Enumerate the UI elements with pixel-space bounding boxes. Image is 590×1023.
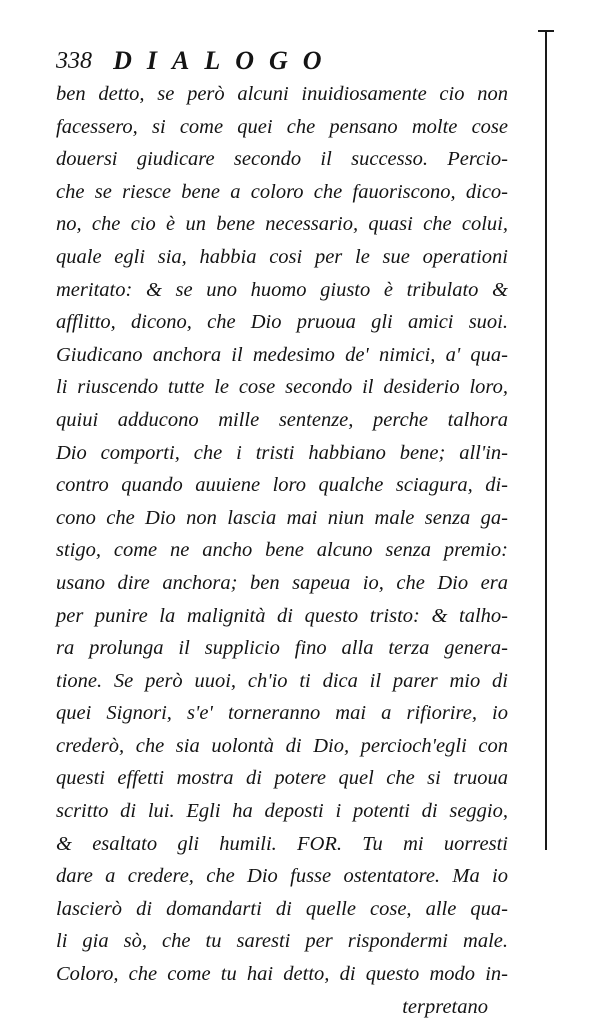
text-line: Dio comporti, che i tristi habbiano bene; all'in- — [56, 441, 508, 464]
text-line: quiui adducono mille sentenze, perche talhora — [56, 408, 508, 431]
text-line: li gia sò, che tu saresti per rispondermi male. — [56, 930, 508, 953]
text-line: meritato: & se uno huomo giusto è tribulato & — [56, 278, 508, 301]
text-line: li riuscendo tutte le cose secondo il desiderio loro, — [56, 376, 508, 399]
text-line: che se riesce bene a coloro che fauoriscono, dico- — [56, 180, 508, 203]
running-head: DIALOGO — [113, 46, 337, 75]
text-line: facessero, si come quei che pensano molte cose — [56, 115, 508, 138]
text-line: scritto di lui. Egli ha deposti i potenti di seggio, — [56, 800, 508, 823]
text-line: no, che cio è un bene necessario, quasi che colui, — [56, 213, 508, 236]
text-line: Giudicano anchora il medesimo de' nimici, a' qua- — [56, 343, 508, 366]
text-line: crederò, che sia uolontà di Dio, percioch'egli con — [56, 734, 508, 757]
page-number: 338 — [56, 47, 92, 74]
text-line: ra prolunga il supplicio fino alla terza genera- — [56, 637, 508, 660]
text-line: & esaltato gli humili. FOR. Tu mi uorresti — [56, 832, 508, 855]
text-line: questi effetti mostra di potere quel che si truoua — [56, 767, 508, 790]
text-line: stigo, come ne ancho bene alcuno senza premio: — [56, 539, 508, 562]
text-line: per punire la malignità di questo tristo: & talho- — [56, 604, 508, 627]
page-edge — [545, 30, 547, 850]
text-line: quei Signori, s'e' torneranno mai a rifiorire, io — [56, 702, 508, 725]
text-line-catchword: terpretano — [402, 995, 488, 1018]
text-line: ben detto, se però alcuni inuidiosamente cio non — [56, 83, 508, 105]
text-line: dare a credere, che Dio fusse ostentatore. Ma io — [56, 865, 508, 888]
text-line: quale egli sia, habbia cosi per le sue operationi — [56, 245, 508, 268]
body-text — [56, 78, 508, 1023]
page-header — [56, 46, 337, 82]
text-line: lascierò di domandarti di quelle cose, alle qua- — [56, 897, 508, 920]
text-line: contro quando auuiene loro qualche sciagura, di- — [56, 474, 508, 497]
text-line: usano dire anchora; ben sapeua io, che Dio era — [56, 571, 508, 594]
text-line: douersi giudicare secondo il successo. Percio- — [56, 148, 508, 171]
text-line: afflitto, dicono, che Dio pruoua gli amici suoi. — [56, 311, 508, 334]
text-line: cono che Dio non lascia mai niun male senza ga- — [56, 506, 508, 529]
text-line: Coloro, che come tu hai detto, di questo modo in- — [56, 963, 508, 986]
text-line: tione. Se però uuoi, ch'io ti dica il parer mio di — [56, 669, 508, 692]
